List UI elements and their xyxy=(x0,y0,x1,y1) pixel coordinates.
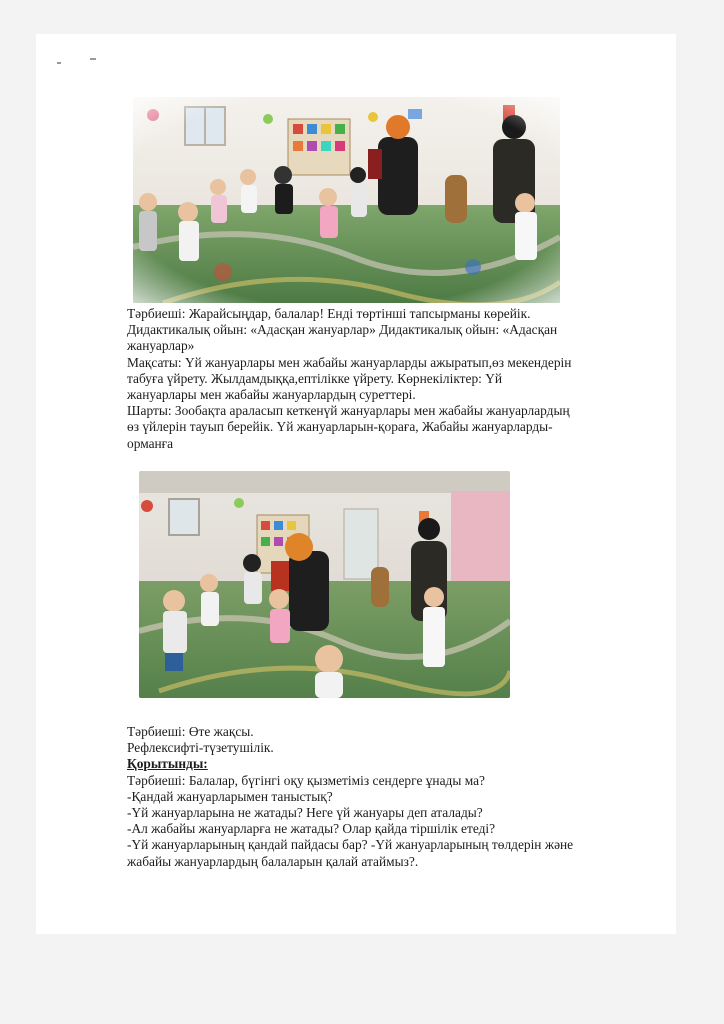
classroom-photo-1 xyxy=(133,97,560,303)
text-line: жабайы жануарлардың балаларын қалай атаймыз?. xyxy=(127,853,419,869)
text-line: жануарлар» xyxy=(127,338,195,354)
text-line: -Ал жабайы жануарларға не жатады? Олар қайда тіршілік етеді? xyxy=(127,821,496,837)
text-line: Мақсаты: Үй жануарлары мен жабайы жануарларды ажыратып,өз мекендерін xyxy=(127,354,572,370)
conclusion-text xyxy=(127,724,667,870)
text-line: Тәрбиеші: Өте жақсы. xyxy=(127,724,254,739)
text-line: -Үй жануарларының қандай пайдасы бар? -Үй жануарларының төлдерін және xyxy=(127,837,574,853)
text-line: -Қандай жануарларымен таныстық? xyxy=(127,788,333,804)
text-line: Тәрбиеші: Балалар, бүгінгі оқу қызметіміз сендерге ұнады ма? xyxy=(127,772,485,788)
text-line: орманға xyxy=(127,435,174,451)
text-line: Шарты: Зообақта араласып кеткенүй жануарлары мен жабайы жануарлардың xyxy=(127,403,570,419)
conclusion-heading: Қорытынды: xyxy=(127,756,208,772)
scan-speck xyxy=(57,62,61,64)
text-line: Дидактикалық ойын: «Адасқан жануарлар» Дидактикалық ойын: «Адасқан xyxy=(127,322,558,338)
classroom-photo-2 xyxy=(139,471,510,698)
task-description-text xyxy=(127,306,667,452)
text-line: жануарлары мен жабайы жануарлардың суреттері. xyxy=(127,387,416,403)
text-line: табуға үйрету. Жылдамдыққа,ептілікке үйрету. Көрнекіліктер: Үй xyxy=(127,370,503,386)
scan-speck xyxy=(90,58,96,60)
document-page xyxy=(36,34,676,934)
text-line: -Үй жануарларына не жатады? Неге үй жануары деп аталады? xyxy=(127,805,483,821)
text-line: Рефлексифті-түзетушілік. xyxy=(127,740,274,756)
text-line: өз үйлерін тауып берейік. Үй жануарларын-қораға, Жабайы жануарларды- xyxy=(127,419,553,435)
text-line: Тәрбиеші: Жарайсыңдар, балалар! Енді төртінші тапсырманы көрейік. xyxy=(127,306,531,321)
